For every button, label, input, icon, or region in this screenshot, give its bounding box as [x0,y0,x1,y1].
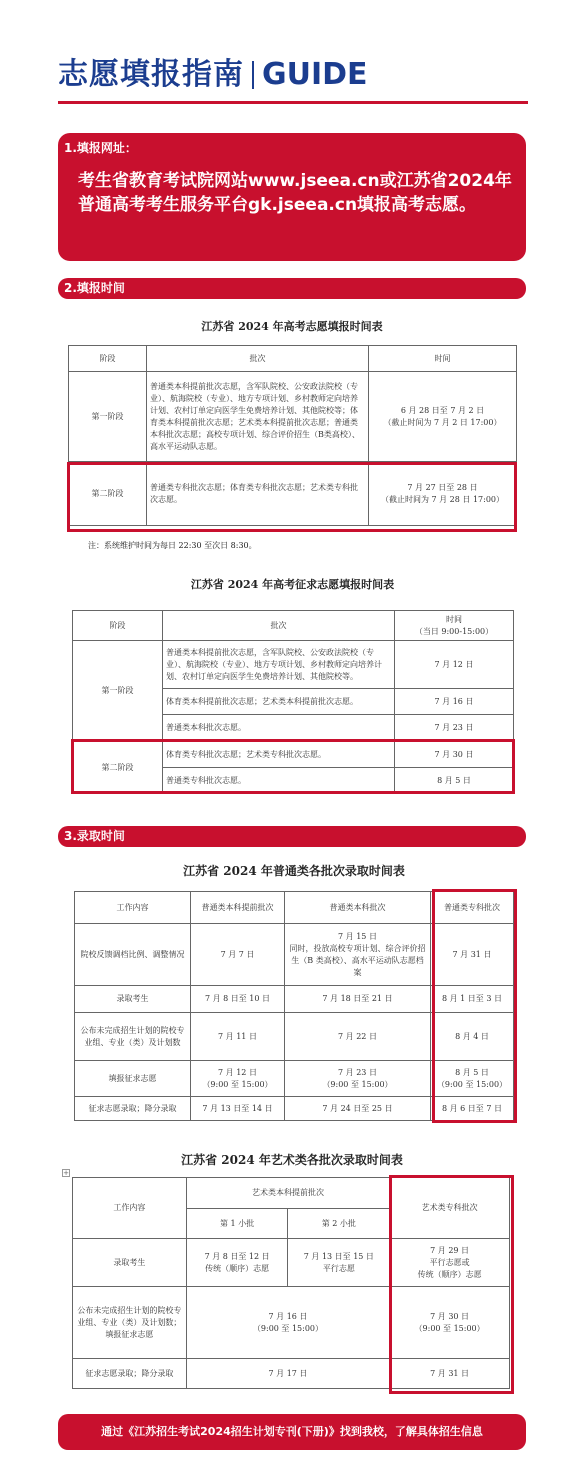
t1-highlight-box [67,462,517,532]
t3-r2-work: 录取考生 [75,986,191,1013]
t4-r1-sub2: 7 月 13 日至 15 日 平行志愿 [288,1239,390,1287]
t3-r1-early: 7 月 7 日 [191,924,285,986]
t2-time-1: 7 月 12 日 [395,641,514,689]
t4-head-sub1: 第 1 小批 [186,1209,288,1239]
t4-head-work: 工作内容 [73,1178,187,1239]
t2-time-3: 7 月 23 日 [395,715,514,742]
t3-r5-early: 7 月 13 日至 14 日 [191,1097,285,1121]
t4-r3-junior: 7 月 31 日 [390,1359,510,1389]
t4-head-early: 艺术类本科提前批次 [186,1178,389,1209]
t2-batch-3: 普通类本科批次志愿。 [163,715,395,742]
t2-head-time [395,611,514,641]
t3-r1-work: 院校反馈调档比例、调整情况 [75,924,191,986]
t3-head-early: 普通类本科提前批次 [191,892,285,924]
footer-banner: 通过《江苏招生考试2024招生计划专刊(下册)》找到我校，了解具体招生信息 [58,1414,526,1450]
t4-head-sub2: 第 2 小批 [288,1209,390,1239]
t3-r3-work: 公布未完成招生计划的院校专业组、专业（类）及计划数 [75,1013,191,1061]
t1-stage-1: 第一阶段 [69,372,147,462]
section-admission-bar: 3.录取时间 [58,826,526,847]
t1-time-1: 6 月 28 日至 7 月 2 日 （截止时间为 7 月 2 日 17:00） [369,372,517,462]
t2-head-stage: 阶段 [73,611,163,641]
t2-batch-2: 体育类本科提前批次志愿；艺术类本科提前批次志愿。 [163,689,395,715]
t4-r1-sub1: 7 月 8 日至 12 日 传统（顺序）志愿 [186,1239,288,1287]
section-website-box [58,133,526,261]
page-title-cn: 志愿填报指南 [58,57,244,92]
t2-batch-5: 普通类专科批次志愿。 [163,768,395,794]
t3-r3-junior: 8 月 4 日 [431,1013,514,1061]
t2-stage-1: 第一阶段 [73,641,163,742]
t3-r5-regular: 7 月 24 日至 25 日 [285,1097,431,1121]
section-time-bar: 2.填报时间 [58,278,526,299]
t3-r5-junior: 8 月 6 日至 7 日 [431,1097,514,1121]
table4-title: 江苏省 2024 年艺术类各批次录取时间表 [181,1153,403,1167]
t3-r4-junior: 8 月 5 日 （9:00 至 15:00） [431,1061,514,1097]
table3-title: 江苏省 2024 年普通类各批次录取时间表 [183,864,405,878]
t3-r4-work: 填报征求志愿 [75,1061,191,1097]
t1-head-stage: 阶段 [69,346,147,372]
t3-r3-regular: 7 月 22 日 [285,1013,431,1061]
table-anchor-icon: + [63,1169,69,1177]
t3-r1-junior: 7 月 31 日 [431,924,514,986]
page-title-en: GUIDE [262,57,368,92]
t2-time-5: 8 月 5 日 [395,768,514,794]
t1-batch-1: 普通类本科提前批次志愿，含军队院校、公安政法院校（专业）、航海院校（专业）、地方专项计划、乡村教师定向培养计划、农村订单定向医学生免费培养计划、其他院校等；体育类本科提前批次志愿；艺术类本科提前批次志愿；普通类本科批次志愿；高校专项计划、综合评价招生（B类高校）、高水平运动队志愿。 [147,372,369,462]
t2-time-4: 7 月 30 日 [395,742,514,768]
t3-head-work: 工作内容 [75,892,191,924]
t3-r3-early: 7 月 11 日 [191,1013,285,1061]
t2-batch-1: 普通类本科提前批次志愿，含军队院校、公安政法院校（专业）、航海院校（专业）、地方专项计划、乡村教师定向培养计划、农村订单定向医学生免费培养计划、其他院校等。 [163,641,395,689]
table1-title: 江苏省 2024 年高考志愿填报时间表 [201,320,383,333]
t4-r2-work: 公布未完成招生计划的院校专业组、专业（类）及计划数；填报征求志愿 [73,1287,187,1359]
t2-time-2: 7 月 16 日 [395,689,514,715]
t4-r2-early: 7 月 16 日 （9:00 至 15:00） [186,1287,389,1359]
t3-head-junior: 普通类专科批次 [431,892,514,924]
t3-head-regular: 普通类本科批次 [285,892,431,924]
t3-r2-regular: 7 月 18 日至 21 日 [285,986,431,1013]
t1-stage-2: 第二阶段 [69,462,147,526]
t2-stage-2: 第二阶段 [73,742,163,794]
t2-head-time-label: 时间 [446,614,462,624]
t3-r2-early: 7 月 8 日至 10 日 [191,986,285,1013]
t4-highlight-box [389,1175,514,1394]
t4-head-junior: 艺术类专科批次 [390,1178,510,1239]
t3-r2-junior: 8 月 1 日至 3 日 [431,986,514,1013]
t3-highlight-box [432,889,517,1123]
section-website-text: 考生省教育考试院网站www.jseea.cn或江苏省2024年普通高考考生服务平台gk.jseea.cn填报高考志愿。 [78,171,512,215]
title-divider [252,61,254,89]
t2-head-time-sub: （当日 9:00-15:00） [414,626,494,636]
section-website-label: 1.填报网址： [64,141,137,155]
t4-r2-junior: 7 月 30 日 （9:00 至 15:00） [390,1287,510,1359]
table2-title: 江苏省 2024 年高考征求志愿填报时间表 [190,578,395,591]
t1-head-time: 时间 [369,346,517,372]
t2-head-batch: 批次 [163,611,395,641]
page-header [58,58,528,104]
t4-r3-early: 7 月 17 日 [186,1359,389,1389]
t3-r4-early: 7 月 12 日 （9:00 至 15:00） [191,1061,285,1097]
t3-r5-work: 征求志愿录取；降分录取 [75,1097,191,1121]
t4-r1-junior: 7 月 29 日 平行志愿或 传统（顺序）志愿 [390,1239,510,1287]
t4-r3-work: 征求志愿录取；降分录取 [73,1359,187,1389]
t1-note: 注：系统维护时间为每日 22:30 至次日 8:30。 [88,541,257,550]
t4-r1-work: 录取考生 [73,1239,187,1287]
t2-highlight-box [71,739,515,794]
t3-r4-regular: 7 月 23 日 （9:00 至 15:00） [285,1061,431,1097]
t3-r1-regular: 7 月 15 日 同时，投放高校专项计划、综合评价招生（B 类高校）、高水平运动队志愿档案 [285,924,431,986]
t2-batch-4: 体育类专科批次志愿；艺术类专科批次志愿。 [163,742,395,768]
t1-batch-2: 普通类专科批次志愿；体育类专科批次志愿；艺术类专科批次志愿。 [147,462,369,526]
t1-time-2: 7 月 27 日至 28 日 （截止时间为 7 月 28 日 17:00） [369,462,517,526]
t1-head-batch: 批次 [147,346,369,372]
